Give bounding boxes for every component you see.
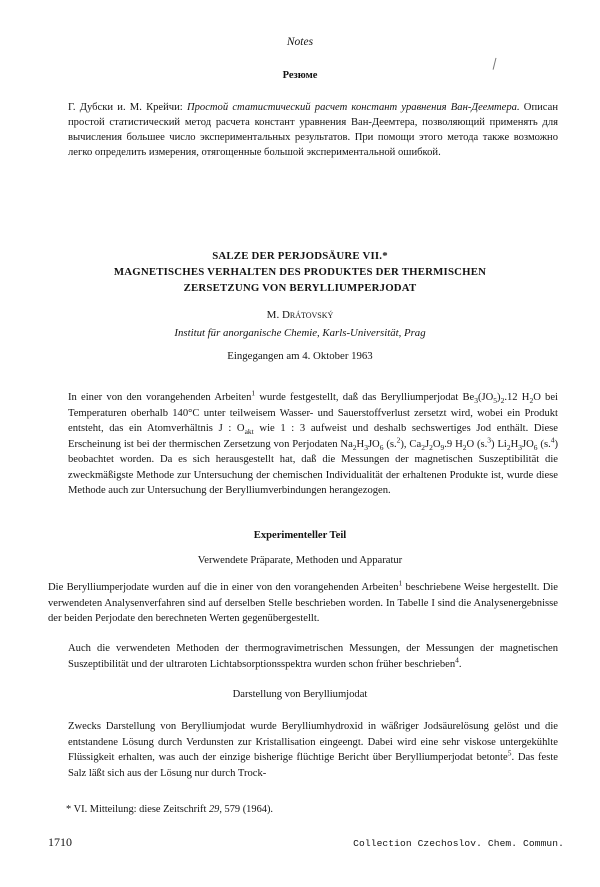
materials-paragraph-1: Die Berylliumperjodate wurden auf die in einer von den vorangehenden Arbeiten$^1$ beschriebene Weise hergestellt. Die verwendeten Analysenverfahren sind auf derselben Stelle beschrieben worden. In Tabelle I sind die Analysenergebnisse der beiden Perjodate den berechneten Werten gegenübergestellt. [48, 578, 558, 624]
page-number: 1710 [48, 835, 72, 849]
intro-paragraph: In einer von den vorangehenden Arbeiten$^1$ wurde festgestellt, daß das Berylliumperjodat $Be_3(JO_5)_2.12$ $H_2O$ bei Temperaturen oberhalb 140°C unter teilweisem Wasser- und Sauerstoffverlust zersetzt wird, wobei ein Produkt entsteht, das ein Atomverhältnis J : $O_{akt}$ wie 1 : 3 aufweist und deshalb sechswertiges Jod enthält. Diese Erscheinung ist bei der thermischen Zersetzung von Perjodaten $Na_2H_3JO_6$ (s.$^2$), $Ca_2J_2O_9.9$ $H_2O$ (s.$^3$) $Li_2H_3JO_6$ (s.$^4$) beobachtet worden. Da es sich herausgestellt hat, daß die Messungen der magnetischen Suszeptibilität die zweckmäßigste Methode zur Untersuchung der chemischen Individualität der erhaltenen Produkte ist, wurde diese Methode auch zur Untersuchung der Berylliumverbindungen herangezogen. [68, 388, 558, 496]
article-title-line-2: MAGNETISCHES VERHALTEN DES PRODUKTES DER THERMISCHEN [113, 266, 487, 278]
journal-name: Collection Czechoslov. Chem. Commun. [353, 838, 564, 849]
resume-authors: Г. Дубски и. М. Крейчи: [68, 102, 187, 113]
footnote: * VI. Mitteilung: diese Zeitschrift 29, 579 (1964). [66, 804, 274, 815]
article-title-line-3: ZERSETZUNG VON BERYLLIUMPERJODAT [183, 282, 417, 294]
author-institute: Institut für anorganische Chemie, Karls-Universität, Prag [174, 327, 426, 339]
author-surname: Drátovský [281, 309, 334, 321]
article-title-line-1: SALZE DER PERJODSÄURE VII.* [212, 250, 388, 262]
preparation-paragraph: Zwecks Darstellung von Berylliumjodat wurde Berylliumhydroxid in wäßriger Jodsäurelösung gelöst und die entstandene Lösung durch Verdunsten zur Kristallisation eingeengt. Dabei wird eine sehr viskose untergekühlte Flüssigkeit erhalten, was auch der einzige bisherige flüchtige Bericht über Berylliumperjodat betonte$^5$. Das feste Salz läßt sich aus der Lösung nur durch Trock- [68, 721, 558, 779]
section-heading-experimental: Experimenteller Teil [253, 530, 347, 541]
resume-heading: Резюме [282, 70, 318, 81]
received-date: Eingegangen am 4. Oktober 1963 [227, 350, 373, 362]
subsection-heading-materials: Verwendete Präparate, Methoden und Apparatur [197, 555, 403, 566]
resume-body: Описан простой статистический метод расчета констант уравнения Ван-Деемтера, позволяющий применять для вычисления большее число экспериментальных результатов. При помощи этого метода также возможно легко определить измерения, отягощенные большой экспериментальной ошибкой. [68, 102, 558, 158]
running-header: Notes [286, 36, 314, 48]
margin-pencil-mark [493, 58, 499, 70]
materials-paragraph-2: Auch die verwendeten Methoden der thermogravimetrischen Messungen, der Messungen der magnetischen Suszeptibilität und der ultraroten Lichtabsorptionsspektra wurden schon früher beschrieben$^4$. [68, 643, 558, 670]
article-title [40, 248, 560, 296]
subsection-heading-preparation: Darstellung von Berylliumjodat [232, 689, 368, 700]
resume-paragraph [48, 100, 558, 160]
article-author: M. Drátovský [266, 309, 334, 321]
resume-article-title: Простой статистический расчет констант уравнения Ван-Деемтера. [186, 102, 520, 113]
